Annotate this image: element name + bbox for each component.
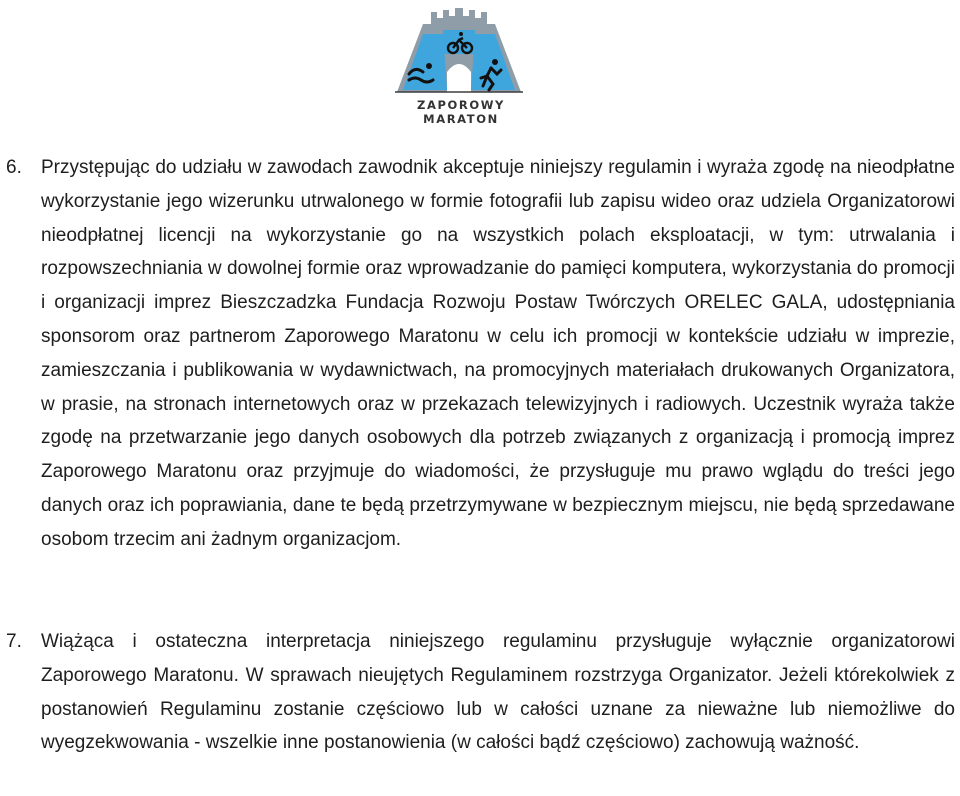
zaporowy-maraton-logo (383, 4, 539, 126)
center-arch (447, 64, 471, 92)
list-item-number: 7. (6, 631, 22, 652)
logo-text: ZAPOROWY MARATON (417, 98, 505, 126)
list-item-number: 6. (6, 157, 22, 178)
list-item-text: Przystępując do udziału w zawodach zawodnik akceptuje niniejszy regulamin i wyraża zgodę na nieodpłatne wykorzystanie jego wizerunku utrwalonego w formie fotografii lub zapisu wideo oraz udziela Organizatorowi nieodpłatnej licencji na wykorzystanie go na wszystkich polach eksploatacji, w tym: utrwalania i rozpowszechniania w dowolnej formie oraz wprowadzanie do pamięci komputera, wykorzystania do promocji i organizacji imprez Bieszczadzka Fundacja Rozwoju Postaw Twórczych ORELEC GALA, udostępniania sponsorom oraz partnerom Zaporowego Maratonu w celu ich promocji w kontekście udziału w imprezie, zamieszczania i publikowania w wydawnictwach, na promocyjnych materiałach drukowanych Organizatora, w prasie, na stronach internetowych oraz w przekazach telewizyjnych i radiowych. Uczestnik wyraża także zgodę na przetwarzanie jego danych osobowych dla potrzeb związanych z organizacją i promocją imprez Zaporowego Maratonu oraz przyjmuje do wiadomości, że przysługuje mu prawo wglądu do treści jego danych oraz ich poprawiania, dane te będą przetrzymywane w bezpiecznym miejscu, nie będą sprzedawane osobom trzecim ani żadnym organizacjom. (41, 157, 955, 550)
castle-battlement (431, 8, 487, 26)
list-item-text: Wiążąca i ostateczna interpretacja niniejszego regulaminu przysługuje wyłącznie organizatorowi Zaporowego Maratonu. W sprawach nieujętych Regulaminem rozstrzyga Organizator. Jeżeli którekolwiek z postanowień Regulaminu zostanie częściowo lub w całości uznane za nieważne lub niemożliwe do wyegzekwowania - wszelkie inne postanowienia (w całości bądź częściowo) zachowują ważność. (41, 631, 955, 754)
